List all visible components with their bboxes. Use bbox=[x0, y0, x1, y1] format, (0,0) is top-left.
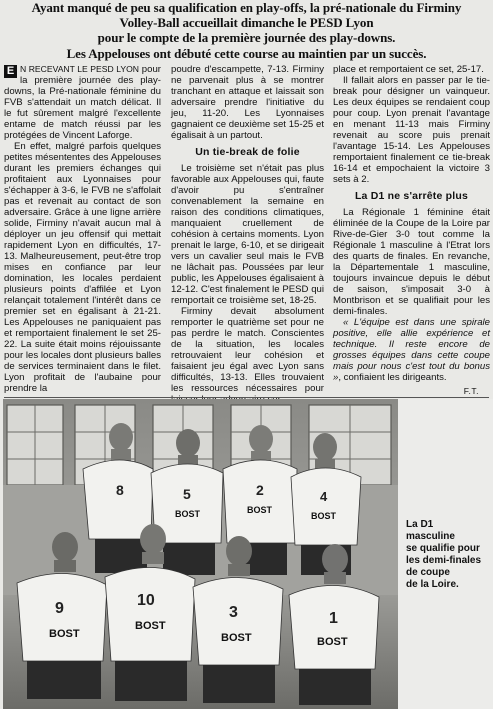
article-paragraph: poudre d'escampette, 7-13. Firminy ne parvenait plus à se montrer tranchant en attaque et laissait son adversaire prendre l'initiative du jeu, 11-20. Les Lyonnaises gagnaient ce deuxième set 15-25 et égalisait à un partout. bbox=[171, 64, 324, 141]
author-credit: F.T. bbox=[463, 386, 479, 396]
article-paragraph: Firminy devait absolument remporter le quatrième set pour ne pas perdre le match. Conscientes de la situation, les locales retrouvaient leur cohésion et faisaient jeu égal avec Lyon sans difficultés, 13-13. Elles trouvaient les ressources nécessaires pour bbox=[171, 306, 324, 394]
article-paragraph: En effet, malgré parfois quelques petites mésententes des Appelouses durant les premiers échanges qui profitaient aux Lyonnaises pour s'échapper à 3-6, le FVB ne s'affolait pas et revenait au contact de son adversaire. Grâce à une ligne arrière solide, Firminy n'avait aucun mal à déployer un jeu offensif qui mettait rapidement Lyon en difficultés, 17-13. Malheureusement, peut-être trop mises en confiance par leur domination, les locales perdaient plusieurs points d'affilée et Lyon relançait totalement l'intérêt dans ce premier set en égalisant à 21-21. Les Appelouses ne paniquaient pas et remportaient finalement le set 25-22. La suite était moins réjouissante pour les locales dont plusieurs balles de services terminaient dans le filet. Lyon profitait de l'aubaine pour prendre la bbox=[4, 141, 161, 394]
article-column-3 bbox=[333, 64, 490, 394]
headline bbox=[4, 0, 489, 61]
caption-line: de la Loire. bbox=[406, 579, 459, 590]
jersey-number: 2 bbox=[256, 482, 264, 498]
sponsor-logo: BOST bbox=[311, 511, 337, 521]
jersey-number: 9 bbox=[55, 600, 64, 617]
drop-cap: E bbox=[4, 65, 17, 78]
article-text: pour la première journée des play-downs, la Pré-nationale féminine du FVB s'attendait un match délicat. Il le fut sûrement malgré l'excellente entame de match réussi par les protégées de Vincent Laforge. bbox=[4, 64, 162, 141]
caption-line: les demi-finales bbox=[406, 555, 482, 566]
article-paragraph bbox=[4, 64, 161, 141]
caption-line: La D1 bbox=[406, 519, 434, 530]
headline-line-2: Volley-Ball accueillait dimanche le PESD Lyon bbox=[119, 15, 374, 31]
article-paragraph: place et remportaient ce set, 25-17. bbox=[333, 64, 484, 75]
article-column-1 bbox=[4, 64, 161, 394]
article-paragraph: Il fallait alors en passer par le tie-break pour désigner un vainqueur. Les deux équipes se rendaient coup pour coup. Lyon prenait l'avantage en menant 11-13 mais Firminy revenait au score puis prenait l'avantage 15-14. Les Appelouses remportaient finalement ce tie-break 16-14 et empochaient la victoire 3 sets à 2. bbox=[333, 75, 490, 185]
article-column-2 bbox=[171, 64, 324, 394]
headline-line-4: Les Appelouses ont débuté cette course au maintien par un succès. bbox=[66, 45, 427, 61]
article-text: , confiaient les dirigeants. bbox=[338, 372, 447, 383]
quote: « L'équipe est dans une spirale positive, elle allie expérience et technique. Il reste encore de grosses équipes dans cette coupe mais pour nous c'est tout du bonus » bbox=[333, 317, 490, 383]
sponsor-logo: BOST bbox=[49, 628, 80, 640]
caption-line: de coupe bbox=[406, 567, 450, 578]
jersey-number: 1 bbox=[329, 610, 338, 627]
caption-line: se qualifie pour bbox=[406, 543, 480, 554]
sponsor-logo: BOST bbox=[135, 620, 166, 632]
article-paragraph: La Régionale 1 féminine était éliminée de la Coupe de la Loire par Rive-de-Gier 3-0 tout comme la Régionale 1 masculine à l'Etrat lors des quarts de finales. En revanche, la Départementale 1 masculine, toujours invaincue depuis le début de saison, s'imposait 3-0 à Montbrison et se qualifiait pour les demi-finales. bbox=[333, 207, 490, 317]
sponsor-logo: BOST bbox=[247, 505, 273, 515]
article-paragraph bbox=[333, 317, 490, 383]
jersey-number: 5 bbox=[183, 486, 191, 502]
headline-line-3: pour le compte de la première journée des play-downs. bbox=[97, 30, 396, 46]
subheading: Un tie-break de folie bbox=[195, 146, 300, 158]
team-photo bbox=[3, 399, 398, 709]
jersey-number: 4 bbox=[320, 489, 328, 504]
photo-caption bbox=[406, 519, 486, 591]
caption-line: masculine bbox=[406, 531, 455, 542]
jersey-number: 3 bbox=[229, 604, 238, 621]
headline-line-1: Ayant manqué de peu sa qualification en play-offs, la pré-nationale du Firminy bbox=[31, 0, 462, 15]
sponsor-logo: BOST bbox=[317, 636, 348, 648]
article-paragraph: Le troisième set n'était pas plus favorable aux Appelouses qui, faute d'avoir pu s'entraîner convenablement la semaine en raison des conditions climatiques, manquaient cruellement de cohésion à certains moments. Lyon prenait le large, 6-10, et se dirigeait vers un cavalier seul mais le FVB ne lâchait pas. Poussées par leur public, les Appelouses égalisaient à 12-12. C'est finalement le PESD qui remportait ce troisième set, 18-25. bbox=[171, 163, 324, 306]
jersey-number: 8 bbox=[116, 482, 124, 498]
subheading: La D1 ne s'arrête plus bbox=[354, 190, 469, 202]
article-lead: N RECEVANT LE PESD LYON bbox=[20, 64, 139, 74]
divider bbox=[4, 397, 489, 398]
sponsor-logo: BOST bbox=[221, 632, 252, 644]
sponsor-logo: BOST bbox=[175, 509, 201, 519]
jersey-number: 10 bbox=[137, 592, 155, 609]
